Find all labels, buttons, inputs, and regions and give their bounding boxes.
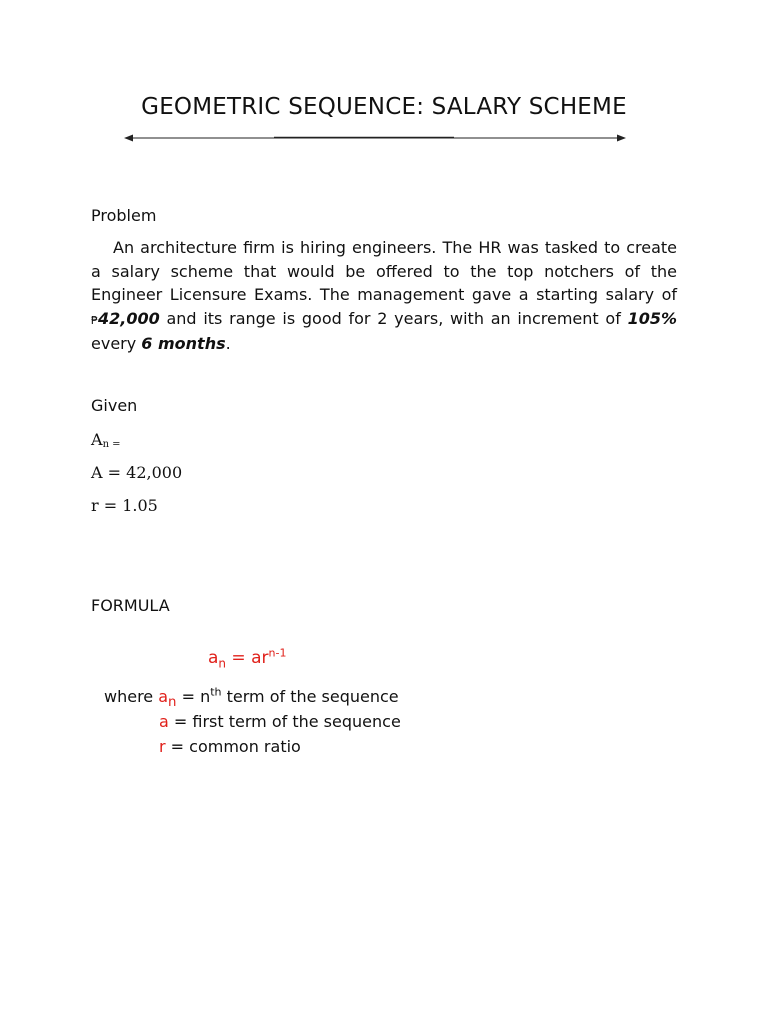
formula-lhs-base: a	[208, 648, 219, 668]
geometric-formula	[208, 646, 287, 671]
problem-text-part3: every	[91, 334, 142, 353]
given-heading: Given	[91, 396, 138, 415]
formula-lhs-subscript: n	[218, 656, 227, 671]
legend-row-an	[104, 684, 401, 709]
problem-text-part2: and its range is good for 2 years, with an increment of	[159, 308, 628, 328]
given-a: A = 42,000	[91, 463, 183, 482]
legend-row-r	[104, 734, 401, 759]
legend-r-desc: = common ratio	[165, 737, 301, 756]
given-an	[91, 430, 121, 450]
legend-an-sup: th	[210, 685, 222, 699]
problem-text-part1: An architecture firm is hiring engineers. The HR was tasked to create a salary scheme that would be offered to the top notchers of the Engineer Licensure Exams. The management gave a starting salary of	[91, 238, 677, 304]
increment-rate: 105%	[627, 308, 677, 328]
formula-rhs: = ar	[226, 648, 269, 668]
legend-an-symbol: $a_n$	[158, 687, 177, 711]
legend-row-a	[104, 709, 401, 734]
problem-statement	[91, 236, 677, 356]
increment-period: 6 months	[141, 334, 226, 353]
starting-salary: 42,000	[98, 308, 160, 328]
problem-text-part4: .	[225, 334, 231, 353]
given-an-symbol: A	[91, 430, 103, 449]
given-an-subscript: n =	[102, 439, 121, 450]
where-label: where	[104, 687, 159, 706]
peso-sign: ₱	[91, 313, 98, 327]
formula-legend	[104, 684, 401, 759]
legend-r-symbol: r	[159, 737, 166, 756]
formula-heading: FORMULA	[91, 596, 170, 615]
given-r: r = 1.05	[91, 496, 158, 515]
page-title: GEOMETRIC SEQUENCE: SALARY SCHEME	[141, 94, 627, 120]
legend-a-desc: = first term of the sequence	[168, 712, 401, 731]
problem-heading: Problem	[91, 206, 157, 225]
legend-an-desc: term of the sequence	[221, 687, 399, 706]
title-divider-arrow	[124, 130, 626, 146]
formula-exponent: n-1	[268, 646, 287, 660]
legend-a-symbol: a	[159, 712, 169, 731]
legend-an-eq: = n	[176, 687, 211, 706]
